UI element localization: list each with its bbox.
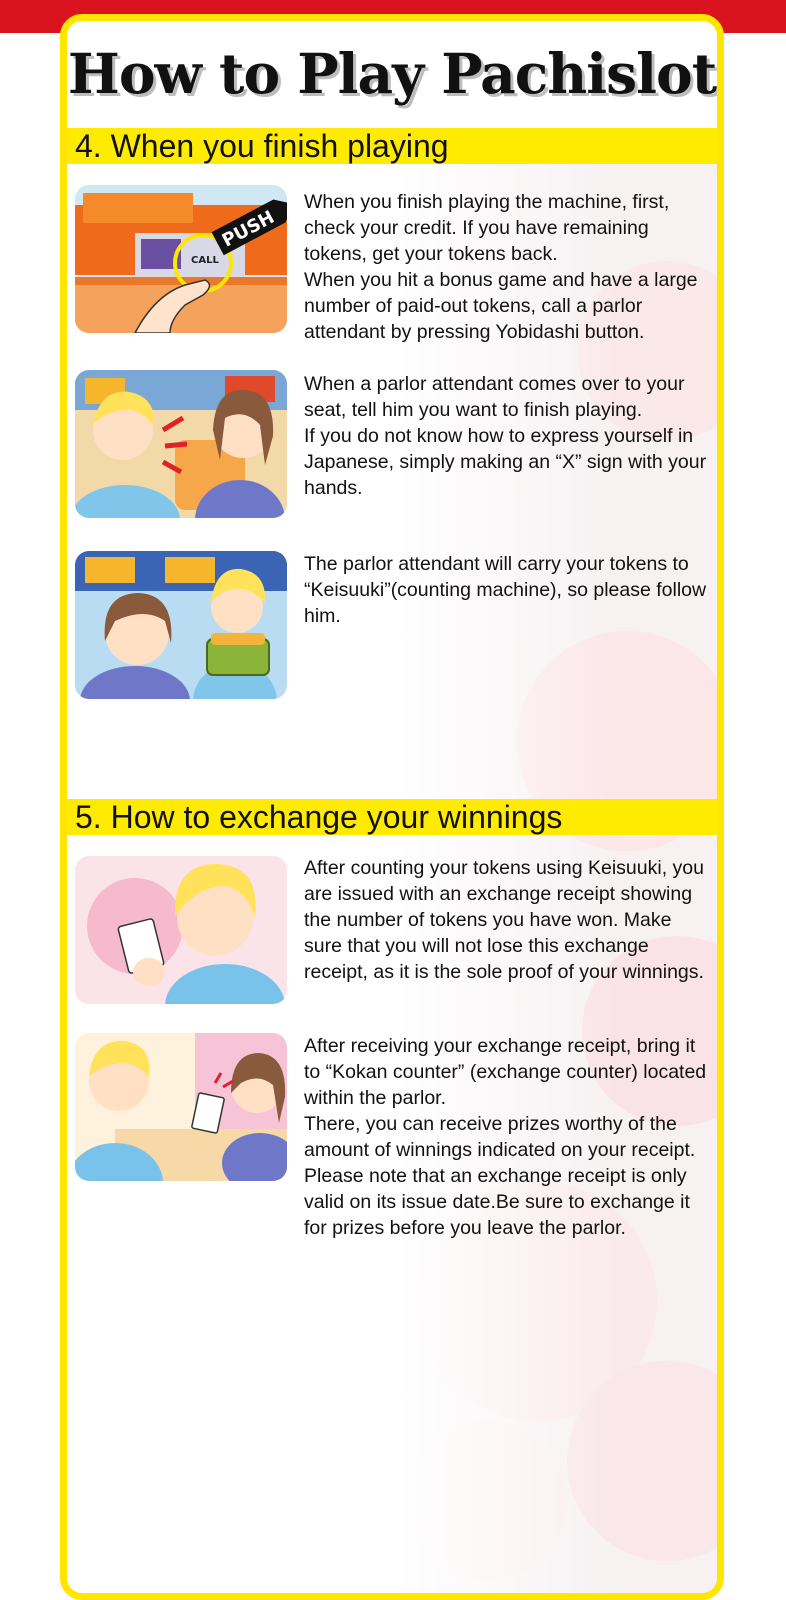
guide-card xyxy=(60,14,724,1600)
section-heading-exchange-winnings: 5. How to exchange your winnings xyxy=(67,799,717,835)
paragraph: There, you can receive prizes worthy of the amount of winnings indicated on your receipt. xyxy=(304,1113,696,1161)
attendant-conversation-illustration xyxy=(75,370,287,518)
paragraph: The parlor attendant will carry your tokens to “Keisuuki”(counting machine), so please follow him. xyxy=(304,553,707,627)
push-label: PUSH xyxy=(218,206,278,252)
exchange-counter-illustration xyxy=(75,1033,287,1181)
carry-tokens-illustration xyxy=(75,551,287,699)
page-title: How to Play Pachislot xyxy=(67,41,717,106)
paragraph: After counting your tokens using Keisuuki, you are issued with an exchange receipt showing the number of tokens you have won. Make sure that you will not lose this exchange receipt, as it is the sole proof of your winnings. xyxy=(304,857,704,983)
paragraph: When a parlor attendant comes over to your seat, tell him you want to finish playing. xyxy=(304,373,685,421)
step-text-check-credit xyxy=(304,189,714,345)
section-heading-finish-playing: 4. When you finish playing xyxy=(67,128,717,164)
exchange-receipt-illustration xyxy=(75,856,287,1004)
step-text-follow-attendant xyxy=(304,551,714,629)
paragraph: When you hit a bonus game and have a large number of paid-out tokens, call a parlor attendant by pressing Yobidashi button. xyxy=(304,269,698,343)
step-text-tell-attendant xyxy=(304,371,714,501)
paragraph: After receiving your exchange receipt, bring it to “Kokan counter” (exchange counter) located within the parlor. xyxy=(304,1035,707,1109)
paragraph: Please note that an exchange receipt is only valid on its issue date.Be sure to exchange it for prizes before you leave the parlor. xyxy=(304,1165,690,1239)
paragraph: If you do not know how to express yourself in Japanese, simply making an “X” sign with your hands. xyxy=(304,425,707,499)
step-text-exchange-counter xyxy=(304,1033,714,1241)
step-text-exchange-receipt xyxy=(304,855,714,985)
push-call-button-illustration xyxy=(75,185,287,333)
paragraph: When you finish playing the machine, first, check your credit. If you have remaining tokens, get your tokens back. xyxy=(304,191,670,265)
call-label: CALL xyxy=(191,255,219,266)
